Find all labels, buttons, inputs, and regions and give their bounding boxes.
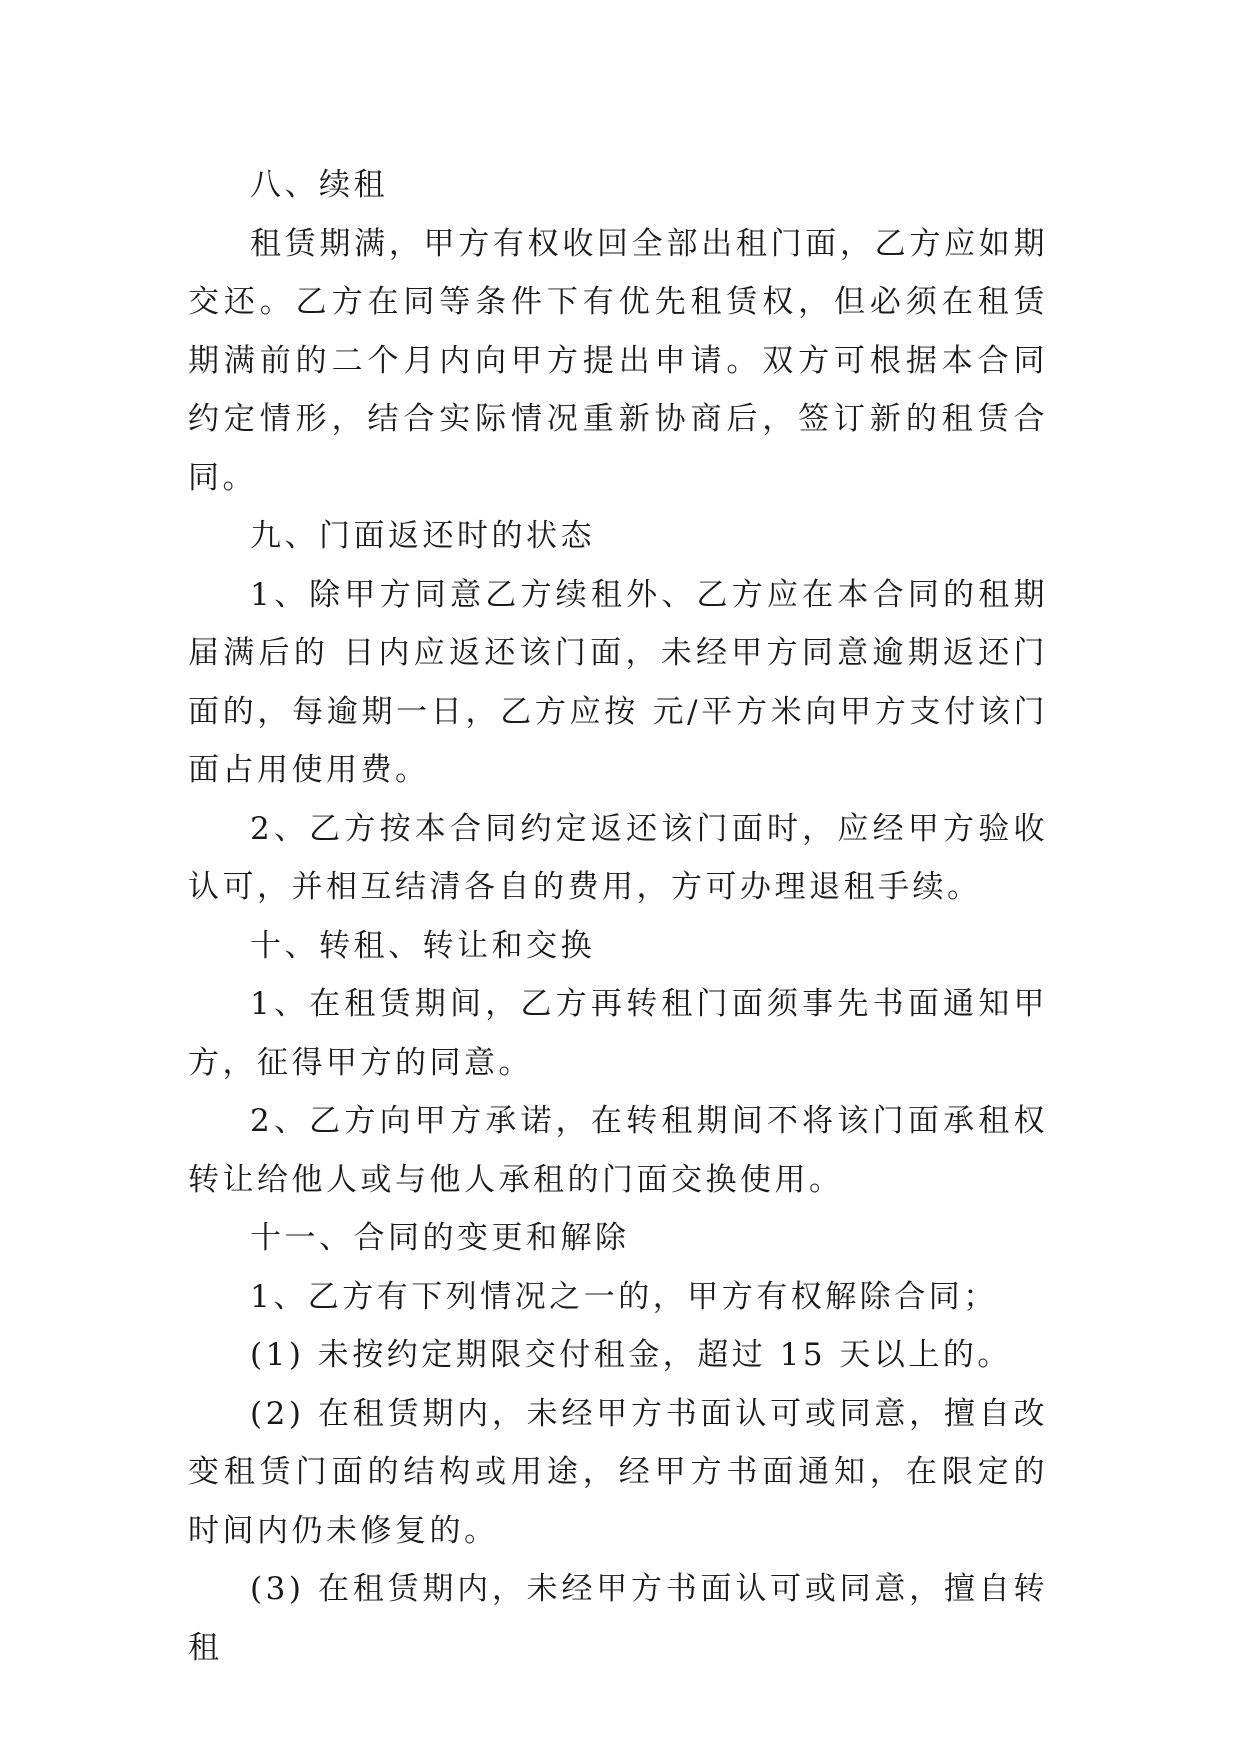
paragraph-renewal-terms: 租赁期满，甲方有权收回全部出租门面，乙方应如期交还。乙方在同等条件下有优先租赁权，但必须在租赁期满前的二个月内向甲方提出申请。双方可根据本合同约定情形，结合实际情况重新协商后，签订新的租赁合同。	[188, 225, 1048, 496]
paragraph-termination-item-3: (3) 在租赁期内，未经甲方书面认可或同意，擅自转租	[188, 1571, 1048, 1666]
section-heading-return-state: 九、门面返还时的状态	[250, 518, 595, 554]
section-heading-renewal: 八、续租	[250, 167, 388, 203]
paragraph-sublease-clause-1: 1、在租赁期间，乙方再转租门面须事先书面通知甲方，征得甲方的同意。	[188, 986, 1048, 1081]
paragraph-return-clause-2: 2、乙方按本合同约定返还该门面时，应经甲方验收认可，并相互结清各自的费用，方可办理退租手续。	[188, 810, 1048, 905]
section-heading-sublease: 十、转租、转让和交换	[250, 927, 595, 964]
section-heading-change-termination: 十一、合同的变更和解除	[250, 1220, 630, 1256]
paragraph-termination-item-2: (2) 在租赁期内，未经甲方书面认可或同意，擅自改变租赁门面的结构或用途，经甲方书面通知，在限定的时间内仍未修复的。	[188, 1395, 1048, 1549]
paragraph-return-clause-1: 1、除甲方同意乙方续租外、乙方应在本合同的租期届满后的 日内应返还该门面，未经甲方同意逾期返还门面的，每逾期一日，乙方应按 元/平方米向甲方支付该门面占用使用费。	[188, 576, 1048, 788]
paragraph-sublease-clause-2: 2、乙方向甲方承诺，在转租期间不将该门面承租权转让给他人或与他人承租的门面交换使用。	[188, 1103, 1048, 1198]
paragraph-termination-item-1: (1) 未按约定期限交付租金，超过 15 天以上的。	[250, 1337, 1012, 1373]
document-body	[188, 156, 1048, 1677]
paragraph-termination-intro: 1、乙方有下列情况之一的，甲方有权解除合同；	[250, 1278, 998, 1315]
